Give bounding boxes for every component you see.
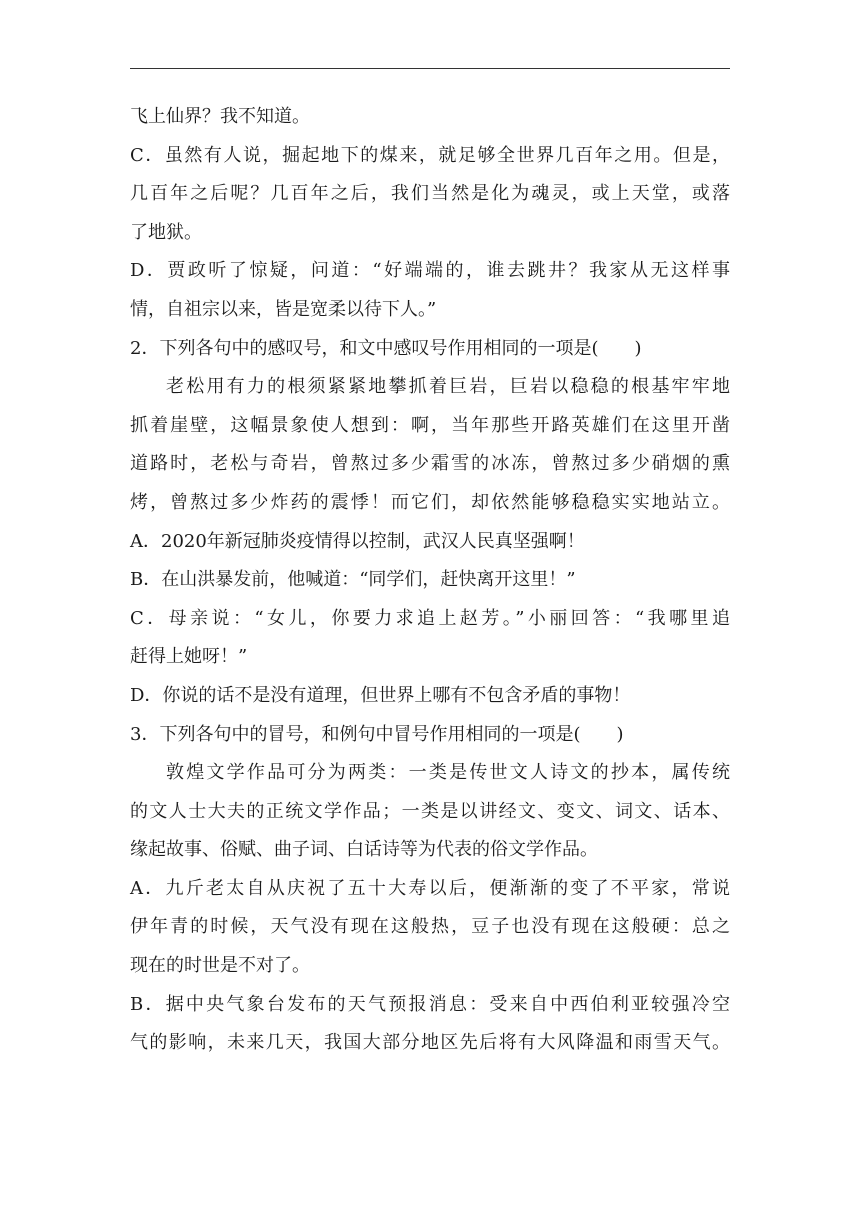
option-b-cont: 气的影响，未来几天，我国大部分地区先后将有大风降温和雨雪天气。 xyxy=(130,1032,730,1054)
example-line: 的文人士大夫的正统文学作品；一类是以讲经文、变文、词文、话本、 xyxy=(130,800,730,822)
text-line: 飞上仙界？我不知道。 xyxy=(130,106,310,127)
text-line: 了地狱。 xyxy=(130,221,202,243)
option-a: A．2020年新冠肺炎疫情得以控制，武汉人民真坚强啊！ xyxy=(130,530,585,552)
text-line: 情，自祖宗以来，皆是宽柔以待下人。” xyxy=(130,298,437,320)
example-line: 缘起故事、俗赋、曲子词、白话诗等为代表的俗文学作品。 xyxy=(130,839,598,861)
example-line: 敦煌文学作品可分为两类：一类是传世文人诗文的抄本，属传统 xyxy=(166,762,730,784)
question-2-stem: 2．下列各句中的感叹号，和文中感叹号作用相同的一项是( ) xyxy=(130,337,642,359)
option-b: B．据中央气象台发布的天气预报消息：受来自中西伯利亚较强冷空 xyxy=(130,993,730,1015)
option-a-cont: 伊年青的时候，天气没有现在这般热，豆子也没有现在这般硬：总之 xyxy=(130,916,730,938)
header-rule xyxy=(130,68,730,69)
option-c: C．母亲说：“女儿，你要力求追上赵芳。”小丽回答：“我哪里追 xyxy=(130,607,730,629)
document-body xyxy=(130,98,730,1063)
passage-line: 烤，曾熬过多少炸药的震悸！而它们，却依然能够稳稳实实地站立。 xyxy=(130,491,730,513)
passage-line: 老松用有力的根须紧紧地攀抓着巨岩，巨岩以稳稳的根基牢牢地 xyxy=(166,376,730,398)
text-line: C．虽然有人说，掘起地下的煤来，就足够全世界几百年之用。但是， xyxy=(130,144,730,166)
passage-line: 抓着崖壁，这幅景象使人想到：啊，当年那些开路英雄们在这里开凿 xyxy=(130,414,730,436)
option-b: B．在山洪暴发前，他喊道：“同学们，赶快离开这里！” xyxy=(130,569,576,591)
option-a-cont: 现在的时世是不对了。 xyxy=(130,955,310,977)
text-line: D．贾政听了惊疑，问道：“好端端的，谁去跳井？我家从无这样事 xyxy=(130,260,730,282)
passage-line: 道路时，老松与奇岩，曾熬过多少霜雪的冰冻，曾熬过多少硝烟的熏 xyxy=(130,453,730,475)
option-c-cont: 赶得上她呀！” xyxy=(130,646,248,668)
text-line: 几百年之后呢？几百年之后，我们当然是化为魂灵，或上天堂，或落 xyxy=(130,183,730,205)
question-3-stem: 3．下列各句中的冒号，和例句中冒号作用相同的一项是( ) xyxy=(130,723,624,745)
option-d: D．你说的话不是没有道理，但世界上哪有不包含矛盾的事物！ xyxy=(130,684,631,706)
option-a: A．九斤老太自从庆祝了五十大寿以后，便渐渐的变了不平家，常说 xyxy=(130,877,730,899)
